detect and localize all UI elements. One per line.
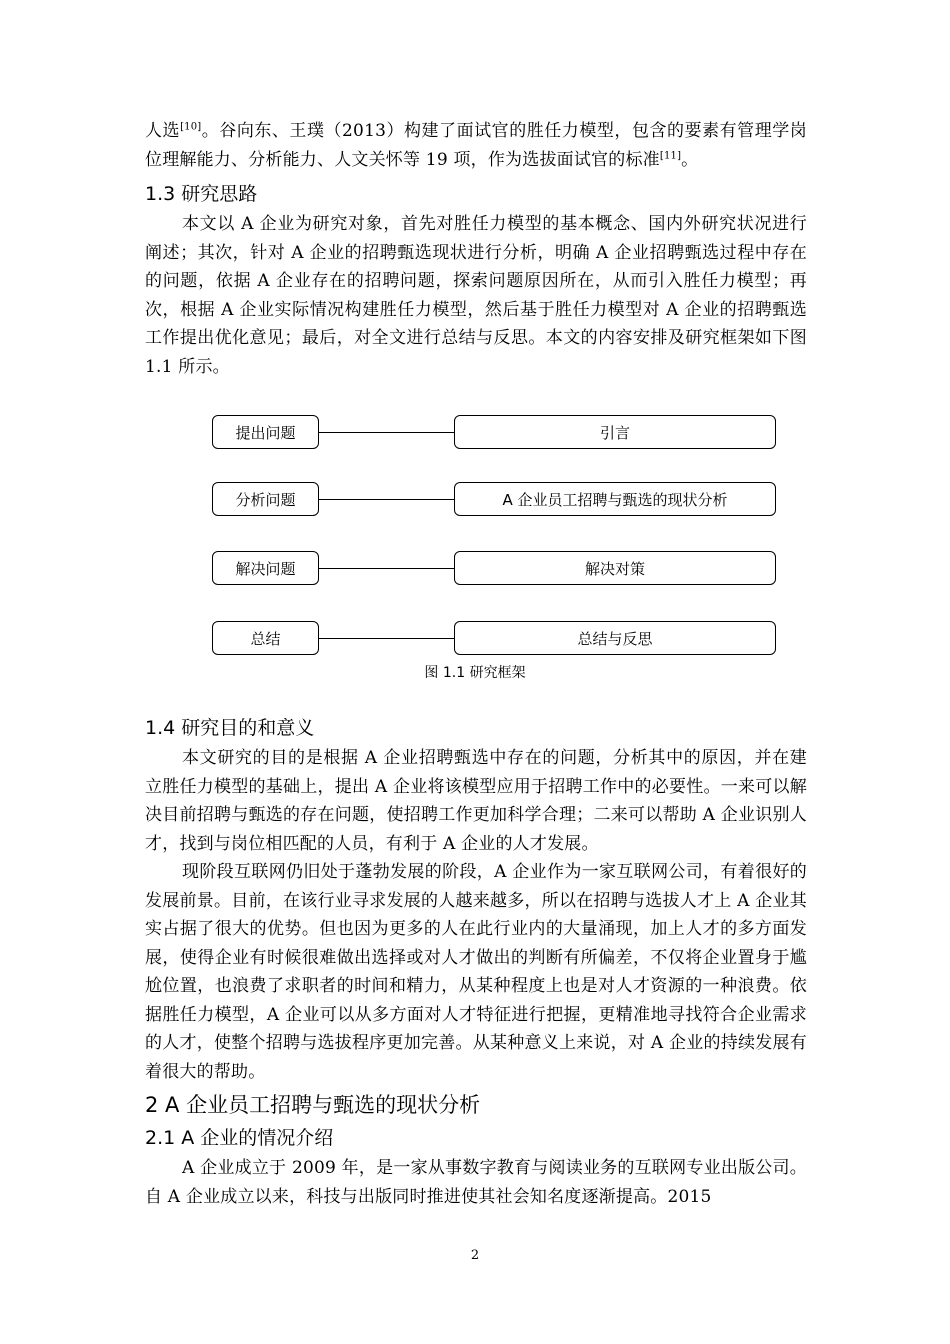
diagram-connector-1 bbox=[319, 432, 454, 433]
diagram-right-box-3: 解决对策 bbox=[454, 551, 776, 585]
section-heading-2-1: 2.1 A 企业的情况介绍 bbox=[145, 1127, 334, 1149]
section-2-1-paragraph: A 企业成立于 2009 年，是一家从事数字教育与阅读业务的互联网专业出版公司。自 A 企业成立以来，科技与出版同时推进使其社会知名度逐渐提高。2015 bbox=[145, 1158, 807, 1207]
section-heading-1-4: 1.4 研究目的和意义 bbox=[145, 717, 315, 739]
section-1-4-paragraph-1: 本文研究的目的是根据 A 企业招聘甄选中存在的问题，分析其中的原因，并在建立胜任力模型的基础上，提出 A 企业将该模型应用于招聘工作中的必要性。一来可以解决目前招聘与甄选的存在问题，使招聘工作更加科学合理；二来可以帮助 A 企业识别人才，找到与岗位相匹配的人员，有利于 A 企业的人才发展。 bbox=[145, 748, 807, 854]
chapter-heading-2: 2 A 企业员工招聘与甄选的现状分析 bbox=[145, 1093, 481, 1117]
diagram-connector-3 bbox=[319, 568, 454, 569]
text-run: 人选 bbox=[145, 121, 181, 141]
diagram-connector-4 bbox=[319, 638, 454, 639]
diagram-right-box-4: 总结与反思 bbox=[454, 621, 776, 655]
diagram-left-box-2: 分析问题 bbox=[212, 482, 319, 516]
diagram-connector-2 bbox=[319, 499, 454, 500]
continuation-paragraph bbox=[145, 117, 807, 174]
top-paragraph-block bbox=[145, 117, 807, 381]
section-heading-1-3: 1.3 研究思路 bbox=[145, 183, 258, 205]
diagram-right-box-1: 引言 bbox=[454, 415, 776, 449]
diagram-left-box-3: 解决问题 bbox=[212, 551, 319, 585]
diagram-right-box-2: A 企业员工招聘与甄选的现状分析 bbox=[454, 482, 776, 516]
section-1-4-paragraph-2: 现阶段互联网仍旧处于蓬勃发展的阶段，A 企业作为一家互联网公司，有着很好的发展前景。目前，在该行业寻求发展的人越来越多，所以在招聘与选拔人才上 A 企业其实占据了很大的优势。但也因为更多的人在此行业内的大量涌现，加上人才的多方面发展，使得企业有时候很难做出选择或对人才做出的判断有所偏差，不仅将企业置身于尴尬位置，也浪费了求职者的时间和精力，从某种程度上也是对人才资源的一种浪费。依据胜任力模型，A 企业可以从多方面对人才特征进行把握，更精准地寻找符合企业需求的人才，使整个招聘与选拔程序更加完善。从某种意义上来说，对 A 企业的持续发展有着很大的帮助。 bbox=[145, 862, 807, 1082]
section-1-3-paragraph: 本文以 A 企业为研究对象，首先对胜任力模型的基本概念、国内外研究状况进行阐述；其次，针对 A 企业的招聘甄选现状进行分析，明确 A 企业招聘甄选过程中存在的问题，依据 A 企业存在的招聘问题，探索问题原因所在，从而引入胜任力模型；再次，根据 A 企业实际情况构建胜任力模型，然后基于胜任力模型对 A 企业的招聘甄选工作提出优化意见；最后，对全文进行总结与反思。本文的内容安排及研究框架如下图 1.1 所示。 bbox=[145, 214, 807, 377]
page-number: 2 bbox=[470, 1248, 480, 1263]
lower-text-block bbox=[145, 712, 807, 1211]
diagram-left-box-1: 提出问题 bbox=[212, 415, 319, 449]
figure-caption: 图 1.1 研究框架 bbox=[424, 665, 526, 681]
research-framework-diagram bbox=[212, 415, 777, 655]
text-run: 。谷向东、王璞（2013）构建了面试官的胜任力模型，包含的要素有管理学岗位理解能力、分析能力、人文关怀等 19 项，作为选拔面试官的标准 bbox=[145, 121, 807, 170]
citation-ref-10: [10] bbox=[180, 121, 202, 133]
text-run: 。 bbox=[681, 149, 699, 170]
diagram-left-box-4: 总结 bbox=[212, 621, 319, 655]
citation-ref-11: [11] bbox=[659, 149, 682, 161]
